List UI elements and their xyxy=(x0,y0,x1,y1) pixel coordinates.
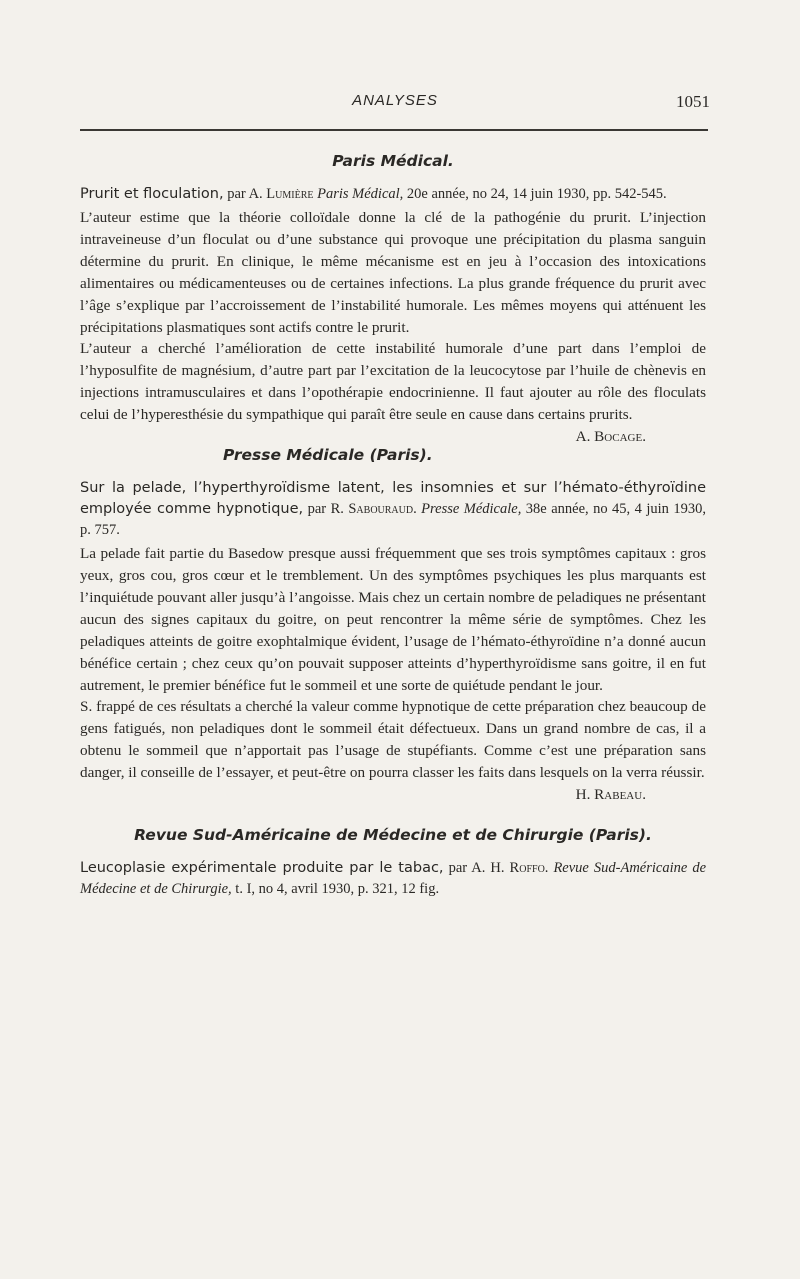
article-citation xyxy=(80,858,706,900)
body-paragraph: L’auteur estime que la théorie colloïdale donne la clé de la pathogénie du prurit. L’injection intraveineuse d’un floculat ou d’une substance qui provoque une précipitation du plasma sanguin détermine du prurit. En clinique, le même mécanisme est en jeu à l’occasion des intoxications alimentaires ou médicamenteuses ou de certaines infections. La plus grande fréquence du prurit avec l’âge s’explique par l’accroissement de l’instabilité humorale. Les mêmes moyens qui atténuent les précipitations plasmatiques sont actifs contre le prurit. xyxy=(80,209,706,336)
citation-by: par R. xyxy=(303,501,349,518)
citation-by: par A. H. xyxy=(443,860,510,877)
journal-heading-presse-medicale: Presse Médicale (Paris). xyxy=(222,446,433,465)
running-head xyxy=(80,92,710,116)
article-citation xyxy=(80,478,706,541)
body-paragraph-text: L’auteur a cherché l’amélioration de cette instabilité humorale d’une part dans l’emploi de l’hyposulfite de magnésium, d’autre part par l’excitation de la leucocytose par l’huile de chènevis en injections intramusculaires et dans l’opothérapie endocrinienne. Il faut ajouter au rôle des floculats celui de l’hyperesthésie du sympathique qui paraît être seule en cause dans certains prurits. xyxy=(80,340,706,424)
header-rule xyxy=(80,129,708,131)
citation-details: 38e année, no 45, 4 juin 1930, p. 757. xyxy=(80,501,707,539)
page-number: 1051 xyxy=(676,92,710,111)
citation-journal: Presse Médicale, xyxy=(416,501,522,518)
article-title: Sur la pelade, l’hyperthyroïdisme latent, les insomnies et sur l’hémato-éthyroïdine employée comme hypnotique, xyxy=(80,480,706,518)
article-body xyxy=(80,207,706,446)
article-title: Prurit et floculation, xyxy=(80,186,224,202)
signature: A. Bocage. xyxy=(575,428,646,446)
journal-heading-revue-sud-americaine: Revue Sud-Américaine de Médecine et de Chirurgie (Paris). xyxy=(134,826,652,845)
body-paragraph: S. frappé de ces résultats a cherché la valeur comme hypnotique de cette préparation chez beaucoup de gens fatigués, non peladiques dont le sommeil était défectueux. Dans un grand nombre de cas, il a obtenu le sommeil que n’apportait pas l’usage de stupéfiants. Comme c’est une préparation sans danger, il conseille de l’essayer, et peut-être on pourra classer les faits dans lesquels on la verra réussir. xyxy=(80,698,706,782)
citation-details: t. I, no 4, avril 1930, p. 321, 12 fig. xyxy=(231,881,440,898)
citation-author: Sabouraud. xyxy=(348,501,417,518)
journal-heading-paris-medical: Paris Médical. xyxy=(332,152,454,170)
article-body xyxy=(80,543,706,806)
citation-by: par A. xyxy=(227,186,267,202)
article-citation xyxy=(80,184,706,205)
running-title: ANALYSES xyxy=(352,92,438,109)
page-content xyxy=(80,152,706,902)
citation-author: Roffo. xyxy=(509,860,549,877)
citation-journal: Paris Médical, xyxy=(317,186,404,202)
citation-journal: Revue Sud-Américaine de Médecine et de Chirurgie, xyxy=(80,860,706,898)
body-paragraph xyxy=(80,338,706,446)
signature: H. Rabeau. xyxy=(575,786,646,804)
article-title: Leucoplasie expérimentale produite par le tabac, xyxy=(80,860,444,877)
citation-author: Lumière xyxy=(266,186,314,202)
body-paragraph: La pelade fait partie du Basedow presque aussi fréquemment que ses trois symptômes capitaux : gros yeux, gros cou, gros cœur et le tremblement. Un des symptômes psychiques les plus marquants est l’inquiétude pouvant aller jusqu’à l’angoisse. Mais chez un certain nombre de peladiques ne présentant aucun des signes capitaux du goitre, on peut rencontrer la même série de symptômes. Chez les peladiques atteints de goitre exophtalmique évident, l’usage de l’hémato-éthyroïdine n’a donné aucun bénéfice certain ; chez ceux qu’on pouvait supposer atteints d’hyperthyroïdisme sans goitre, il en fut autrement, le premier bénéfice fut le sommeil et une sorte de quiétude pendant le jour. xyxy=(80,545,706,694)
citation-details: 20e année, no 24, 14 juin 1930, pp. 542-545. xyxy=(403,186,667,202)
